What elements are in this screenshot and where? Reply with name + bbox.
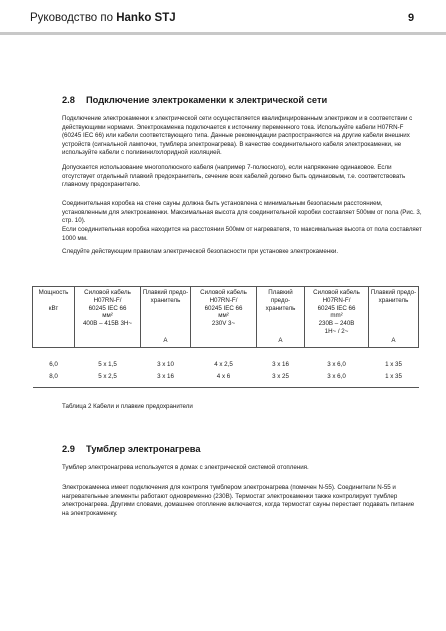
table-cell: 5 x 1,5 <box>98 360 117 368</box>
table-cell: 4 x 2,5 <box>214 360 233 368</box>
unit-cell <box>191 336 257 348</box>
paragraph: Тумблер электронагрева используется в домах с электрической системой отопления. <box>62 464 309 471</box>
table-cell: 8,0 <box>33 371 75 388</box>
table-cell: 3 x 25 <box>257 371 305 388</box>
document-title <box>30 12 176 24</box>
column-header: Силовой кабель H07RN-F/ 60245 IEC 66 мм² 230V 3~ <box>191 287 257 336</box>
table-unit-row <box>33 336 419 348</box>
section-number: 2.8 <box>62 95 75 105</box>
table-cell: 3 x 16 <box>141 371 191 388</box>
table-header-row <box>33 287 419 336</box>
table-row <box>33 371 419 388</box>
table-row <box>33 359 419 371</box>
document-title-prefix: Руководство по <box>30 12 117 24</box>
section-heading-2-9 <box>62 444 201 454</box>
table-cell: 3 x 16 <box>272 360 289 368</box>
table-cell: 5 x 2,5 <box>75 371 141 388</box>
column-header: Силовой кабель H07RN-F/ 60245 IEC 66 mm² 230В – 240В 1Н~ / 2~ <box>305 287 369 336</box>
paragraph: Если соединительная коробка находится на расстоянии 500мм от нагревателя, то максимальная высота от пола составляет 1000 мм. <box>62 226 422 242</box>
unit-cell: A <box>369 336 419 348</box>
paragraph: Допускается использование многополюсного кабеля (например 7-полюсного), если напряжение одинаковое. Если отсутствует отдельный плавкий предохранитель, сечение всех кабелей должно быть одинаковым, т.е. соответствовать главному предохранителю. <box>62 164 406 189</box>
page-header <box>0 0 446 34</box>
page-number: 9 <box>408 12 415 24</box>
table-cell: 4 x 6 <box>191 371 257 388</box>
table-cell: 3 x 6,0 <box>327 360 346 368</box>
unit-cell <box>75 336 141 348</box>
column-header: Плавкий предо- хранитель <box>141 287 191 336</box>
paragraph: Соединительная коробка на стене сауны должна быть установлена с минимальным безопасным расстоянием, установленным для электрокаменки. Максимальная высота для соединительной коробки составляет 500мм от пола (Рис. 3, стр. 10). <box>62 200 422 225</box>
table-spacer-row <box>33 347 419 359</box>
column-header: Мощность кВт <box>33 287 75 336</box>
paragraph: Подключение электрокаменки к электрической сети осуществляется квалифицированным электриком и в соответствии с действующими нормами. Электрокаменка подключается к источнику переменного тока. Используйте кабели H07RN-F (60245 IEC 66) или кабели соответствующего типа. Данные рекомендации распространяются на другие кабели внешних устройств (сигнальной лампочки, тумблера электронагрева). В качестве соединительного кабеля электрокаменки, не используйте кабели с поливинилхлоридной изоляцией. <box>62 115 413 157</box>
section-number: 2.9 <box>62 444 75 454</box>
table-cell: 6,0 <box>49 360 58 368</box>
column-header: Плавкий предо- хранитель <box>257 287 305 336</box>
table-cell: 1 x 35 <box>385 360 402 368</box>
column-header: Плавкий предо- хранитель <box>369 287 419 336</box>
column-header: Силовой кабель H07RN-F/ 60245 IEC 66 мм² 400В – 415В 3Н~ <box>75 287 141 336</box>
unit-cell: A <box>257 336 305 348</box>
unit-cell: A <box>141 336 191 348</box>
unit-cell <box>33 336 75 348</box>
section-title: Подключение электрокаменки к электрической сети <box>86 95 328 105</box>
section-title: Тумблер электронагрева <box>86 444 201 454</box>
header-divider <box>0 32 446 35</box>
paragraph: Следуйте действующим правилам электрической безопасности при установке электрокаменки. <box>62 248 339 255</box>
brand-name: Hanko STJ <box>116 12 176 24</box>
section-heading-2-8 <box>62 95 327 105</box>
table-cell: 1 x 35 <box>369 371 419 388</box>
table-cell: 3 x 10 <box>157 360 174 368</box>
unit-cell <box>305 336 369 348</box>
cable-fuse-table <box>32 286 419 388</box>
paragraph: Электрокаменка имеет подключения для контроля тумблером электронагрева (помечен N-55). Соединители N-55 и нагревательные элементы работают одновременно (230В). Термостат электрокаменки также контролирует тумблер электронагрева. Другими словами, домашнее отопление включается, когда термостат сауны перестает подавать питание на электрокаменку. <box>62 484 415 517</box>
table-caption: Таблица 2 Кабели и плавкие предохранители <box>62 403 193 410</box>
table-cell: 3 x 6,0 <box>305 371 369 388</box>
